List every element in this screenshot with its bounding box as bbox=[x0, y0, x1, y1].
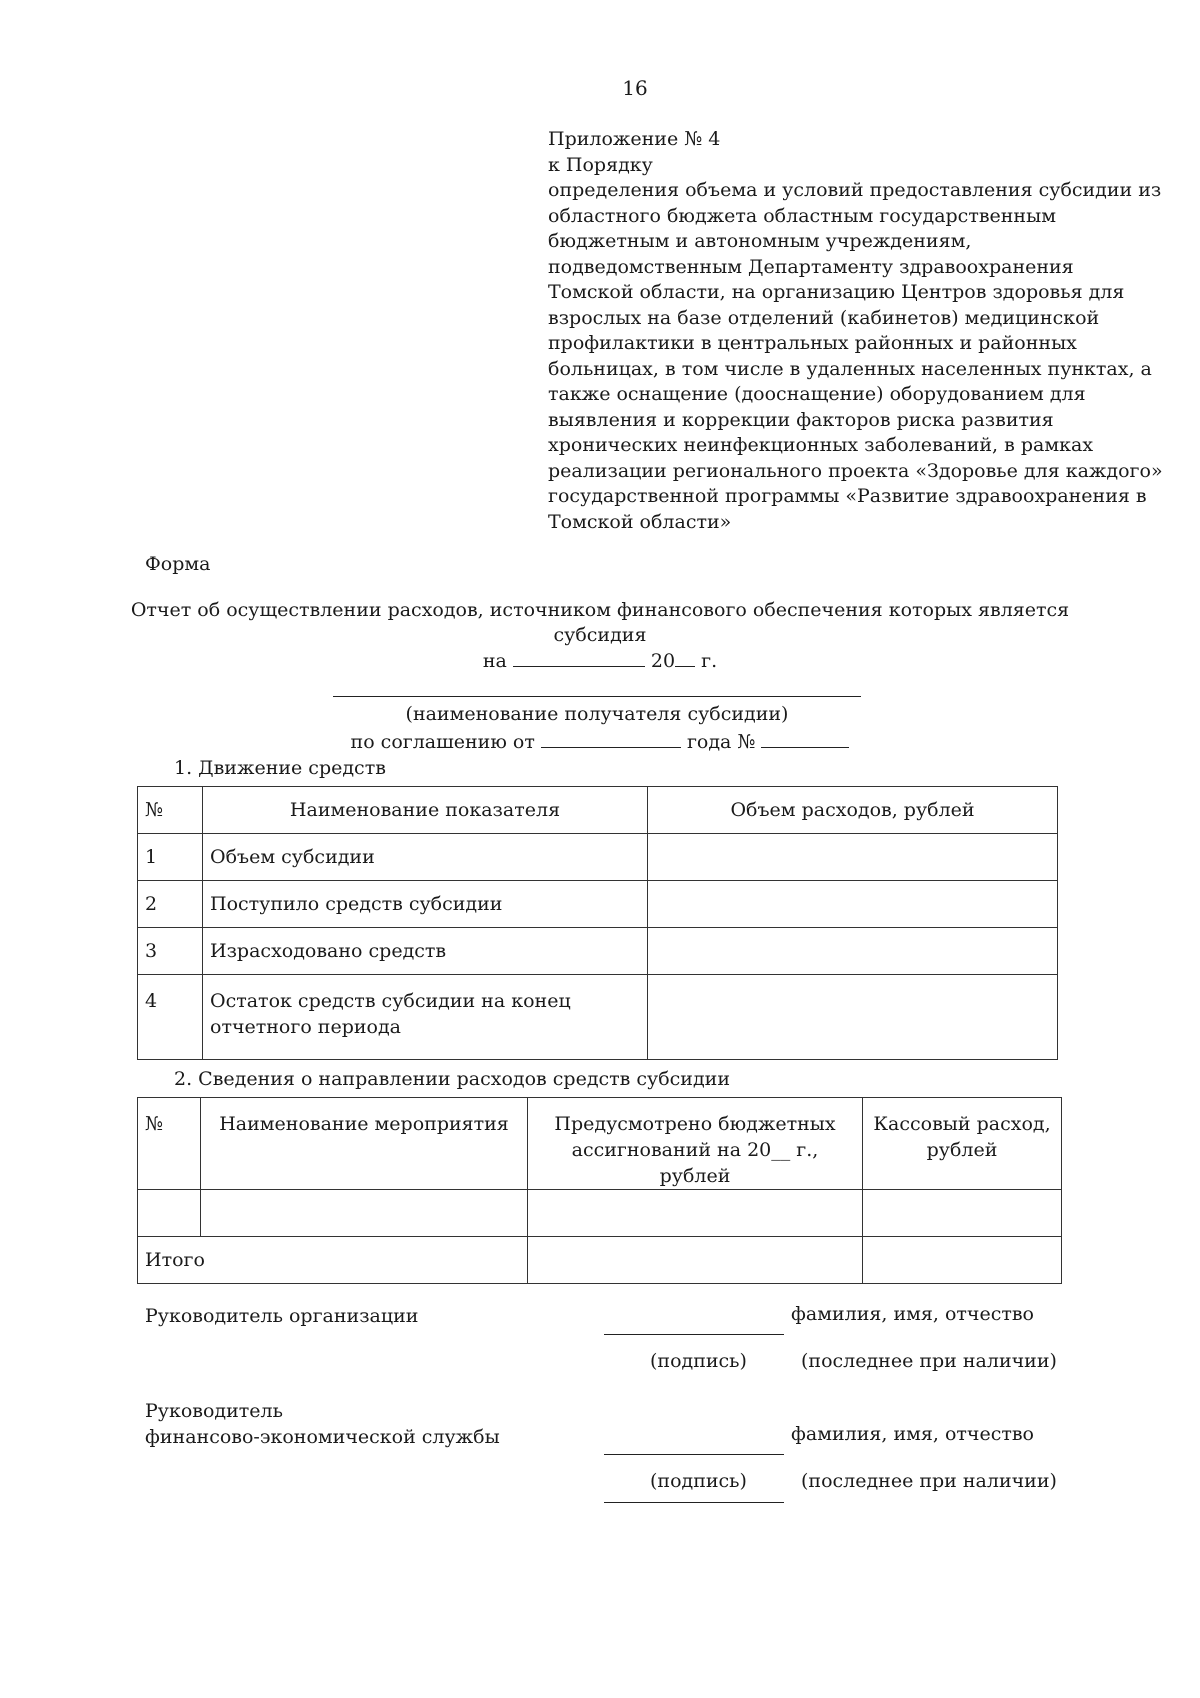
appendix-line: Томской области» bbox=[548, 510, 732, 533]
row-num-cell[interactable] bbox=[138, 1190, 201, 1237]
row-name: Израсходовано средств bbox=[203, 928, 648, 975]
appendix-line: Приложение № 4 bbox=[548, 128, 721, 150]
header-line: Предусмотрено бюджетных bbox=[554, 1113, 836, 1135]
appendix-line: подведомственным Департаменту здравоохранения bbox=[548, 255, 1074, 278]
funds-movement-table bbox=[137, 786, 1058, 1060]
table-row bbox=[138, 1190, 1062, 1237]
col-num-header: № bbox=[138, 787, 203, 834]
appendix-line: государственной программы «Развитие здравоохранения в bbox=[548, 485, 1147, 507]
year-prefix: 20 bbox=[650, 650, 676, 672]
year-blank[interactable] bbox=[675, 648, 695, 667]
agreement-number-blank[interactable] bbox=[761, 729, 849, 748]
appendix-line: определения объема и условий предоставления субсидии из bbox=[548, 179, 1162, 201]
row-event-cell[interactable] bbox=[201, 1190, 528, 1237]
appendix-line: также оснащение (дооснащение) оборудованием для bbox=[548, 383, 1086, 405]
row-num: 2 bbox=[138, 881, 203, 928]
row-name bbox=[203, 975, 648, 1060]
col-num-header: № bbox=[138, 1098, 201, 1190]
row-name-line: отчетного периода bbox=[210, 1016, 402, 1038]
total-cash-cell[interactable] bbox=[863, 1237, 1062, 1284]
section1-heading: 1. Движение средств bbox=[174, 757, 386, 779]
appendix-line: бюджетным и автономным учреждениям, bbox=[548, 230, 972, 252]
finance-fio: фамилия, имя, отчество bbox=[791, 1423, 1034, 1445]
agreement-line bbox=[130, 729, 1070, 753]
col-name-header: Наименование показателя bbox=[203, 787, 648, 834]
title-line-2: субсидия bbox=[553, 624, 647, 646]
appendix-header bbox=[548, 127, 1163, 535]
row-num: 1 bbox=[138, 834, 203, 881]
agreement-date-blank[interactable] bbox=[541, 729, 681, 748]
appendix-line: реализации регионального проекта «Здоровье для каждого» bbox=[548, 459, 1163, 482]
header-line: ассигнований на 20__ г., рублей bbox=[571, 1139, 819, 1187]
total-row bbox=[138, 1237, 1062, 1284]
date-blank[interactable] bbox=[513, 648, 645, 667]
table-header-row bbox=[138, 787, 1058, 834]
appendix-line: выявления и коррекции факторов риска развития bbox=[548, 408, 1054, 431]
finance-label-line: Руководитель bbox=[145, 1400, 283, 1422]
report-title bbox=[130, 598, 1070, 674]
appendix-line: областного бюджета областным государственным bbox=[548, 204, 1056, 227]
appendix-line: хронических неинфекционных заболеваний, в рамках bbox=[548, 434, 1094, 456]
finance-bottom-line bbox=[604, 1502, 784, 1503]
recipient-name-line[interactable] bbox=[333, 696, 861, 697]
agreement-prefix: по соглашению от bbox=[350, 731, 535, 753]
finance-note: (последнее при наличии) bbox=[801, 1470, 1057, 1492]
appendix-line: взрослых на базе отделений (кабинетов) медицинской bbox=[548, 306, 1100, 329]
head-signature-caption: (подпись) bbox=[650, 1350, 747, 1372]
page-number: 16 bbox=[622, 76, 648, 100]
agreement-middle: года № bbox=[686, 731, 756, 753]
col-planned-header bbox=[528, 1098, 863, 1190]
title-line-1: Отчет об осуществлении расходов, источником финансового обеспечения которых является bbox=[130, 599, 1070, 621]
table-row bbox=[138, 975, 1058, 1060]
row-num: 3 bbox=[138, 928, 203, 975]
finance-label-line: финансово-экономической службы bbox=[145, 1426, 500, 1448]
total-label: Итого bbox=[138, 1237, 528, 1284]
row-amount-cell[interactable] bbox=[648, 975, 1058, 1060]
header-line: рублей bbox=[926, 1139, 998, 1161]
report-date bbox=[130, 648, 1070, 674]
form-label: Форма bbox=[145, 553, 211, 575]
expense-direction-table bbox=[137, 1097, 1062, 1284]
appendix-line: к Порядку bbox=[548, 153, 653, 176]
finance-signature-caption: (подпись) bbox=[650, 1470, 747, 1492]
header-line: Кассовый расход, bbox=[873, 1113, 1051, 1135]
head-signature-line[interactable] bbox=[604, 1334, 784, 1335]
row-amount-cell[interactable] bbox=[648, 834, 1058, 881]
col-amount-header: Объем расходов, рублей bbox=[648, 787, 1058, 834]
col-cash-header bbox=[863, 1098, 1062, 1190]
row-name-line: Остаток средств субсидии на конец bbox=[210, 990, 571, 1012]
date-prefix: на bbox=[482, 650, 507, 672]
row-name: Объем субсидии bbox=[203, 834, 648, 881]
row-planned-cell[interactable] bbox=[528, 1190, 863, 1237]
table-row bbox=[138, 834, 1058, 881]
year-suffix: г. bbox=[701, 650, 718, 672]
finance-label bbox=[145, 1398, 500, 1450]
finance-signature-line[interactable] bbox=[604, 1454, 784, 1455]
head-note: (последнее при наличии) bbox=[801, 1350, 1057, 1372]
appendix-line: профилактики в центральных районных и районных bbox=[548, 332, 1077, 354]
head-label: Руководитель организации bbox=[145, 1305, 419, 1327]
appendix-line: Томской области, на организацию Центров здоровья для bbox=[548, 281, 1125, 303]
table-row bbox=[138, 881, 1058, 928]
row-name: Поступило средств субсидии bbox=[203, 881, 648, 928]
col-event-header: Наименование мероприятия bbox=[201, 1098, 528, 1190]
recipient-caption: (наименование получателя субсидии) bbox=[405, 703, 789, 725]
table-row bbox=[138, 928, 1058, 975]
total-planned-cell[interactable] bbox=[528, 1237, 863, 1284]
table-header-row bbox=[138, 1098, 1062, 1190]
row-cash-cell[interactable] bbox=[863, 1190, 1062, 1237]
row-num: 4 bbox=[138, 975, 203, 1060]
row-amount-cell[interactable] bbox=[648, 881, 1058, 928]
head-fio: фамилия, имя, отчество bbox=[791, 1303, 1034, 1325]
row-amount-cell[interactable] bbox=[648, 928, 1058, 975]
appendix-line: больницах, в том числе в удаленных населенных пунктах, а bbox=[548, 357, 1152, 380]
section2-heading: 2. Сведения о направлении расходов средств субсидии bbox=[174, 1068, 730, 1090]
